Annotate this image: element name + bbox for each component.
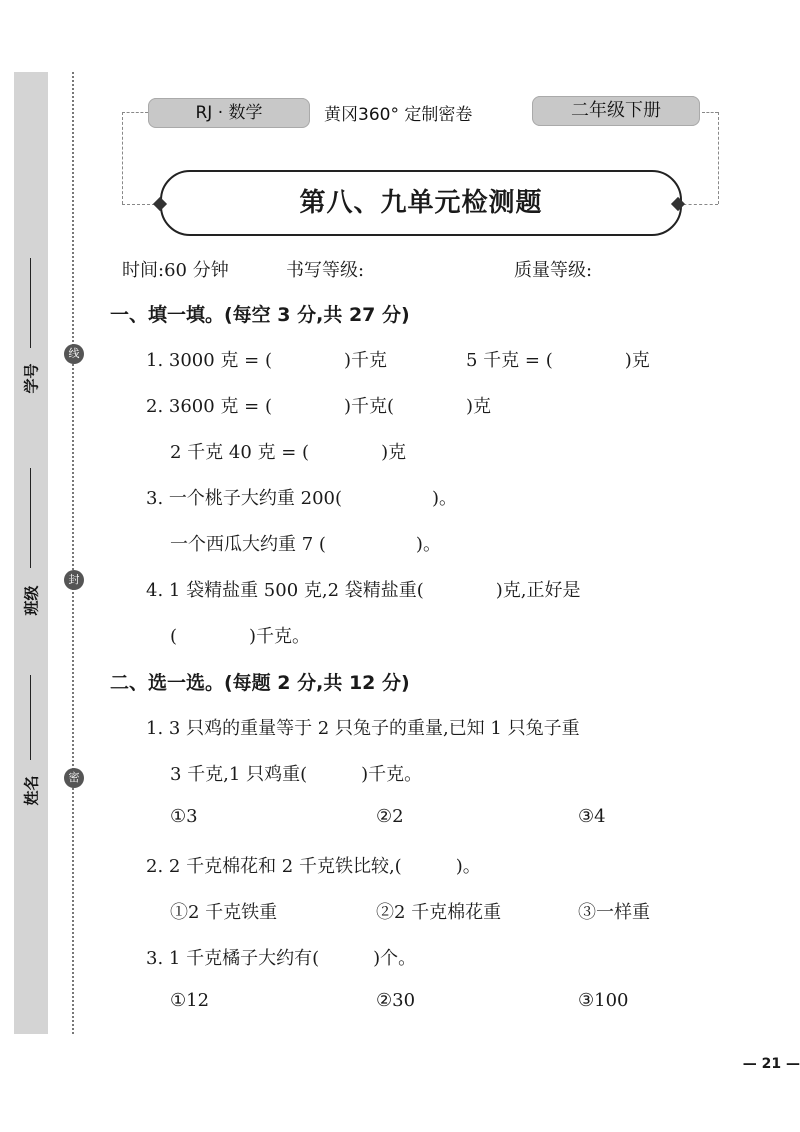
question-3a: 3. 一个桃子大约重 200( )。	[146, 488, 458, 509]
class-label: 班级	[22, 585, 41, 616]
header-dash	[702, 112, 718, 113]
question-1a: 1. 3000 克 = ( )千克	[146, 350, 387, 371]
question-1b: 5 千克 = ( )克	[466, 350, 650, 371]
choice-1-option-b: ②2	[376, 806, 404, 827]
quality-grade: 质量等级:	[514, 260, 593, 281]
header-dash	[122, 112, 148, 113]
subject-badge: RJ · 数学	[148, 98, 310, 128]
choice-3-option-a: ①12	[170, 990, 210, 1011]
page-number: — 21 —	[742, 1056, 800, 1072]
question-3b: 一个西瓜大约重 7 ( )。	[170, 534, 441, 555]
student-id-label: 学号	[22, 363, 41, 394]
seal-seal-marker: 封	[64, 570, 84, 590]
choice-question-3: 3. 1 千克橘子大约有( )个。	[146, 948, 417, 969]
choice-2-option-a: ①2 千克铁重	[170, 902, 278, 923]
question-4a: 4. 1 袋精盐重 500 克,2 袋精盐重( )克,正好是	[146, 580, 581, 601]
choice-3-option-c: ③100	[578, 990, 629, 1011]
choice-1-option-c: ③4	[578, 806, 606, 827]
choice-3-option-b: ②30	[376, 990, 416, 1011]
choice-2-option-c: ③一样重	[578, 902, 650, 923]
binding-strip	[14, 72, 48, 1034]
section2-heading: 二、选一选。(每题 2 分,共 12 分)	[110, 672, 410, 694]
choice-question-1a: 1. 3 只鸡的重量等于 2 只兔子的重量,已知 1 只兔子重	[146, 718, 580, 739]
name-line	[30, 675, 31, 760]
cut-line	[72, 72, 74, 1034]
grade-badge: 二年级下册	[532, 96, 700, 126]
question-2a: 2. 3600 克 = ( )千克( )克	[146, 396, 492, 417]
class-line	[30, 468, 31, 568]
header-dash	[122, 112, 123, 204]
header-dash	[718, 112, 719, 204]
section1-heading: 一、填一填。(每空 3 分,共 27 分)	[110, 304, 410, 326]
brand-title: 黄冈360° 定制密卷	[324, 105, 473, 125]
writing-grade: 书写等级:	[286, 260, 365, 281]
choice-question-1b: 3 千克,1 只鸡重( )千克。	[170, 764, 423, 785]
seal-line-marker: 线	[64, 344, 84, 364]
name-label: 姓名	[22, 775, 41, 806]
student-id-line	[30, 258, 31, 348]
seal-secret-marker: 密	[64, 768, 84, 788]
time-info: 时间:60 分钟	[122, 260, 229, 281]
question-4b: ( )千克。	[170, 626, 311, 647]
choice-question-2: 2. 2 千克棉花和 2 千克铁比较,( )。	[146, 856, 481, 877]
choice-2-option-b: ②2 千克棉花重	[376, 902, 502, 923]
question-2b: 2 千克 40 克 = ( )克	[170, 442, 407, 463]
choice-1-option-a: ①3	[170, 806, 198, 827]
page-title: 第八、九单元检测题	[160, 170, 682, 236]
